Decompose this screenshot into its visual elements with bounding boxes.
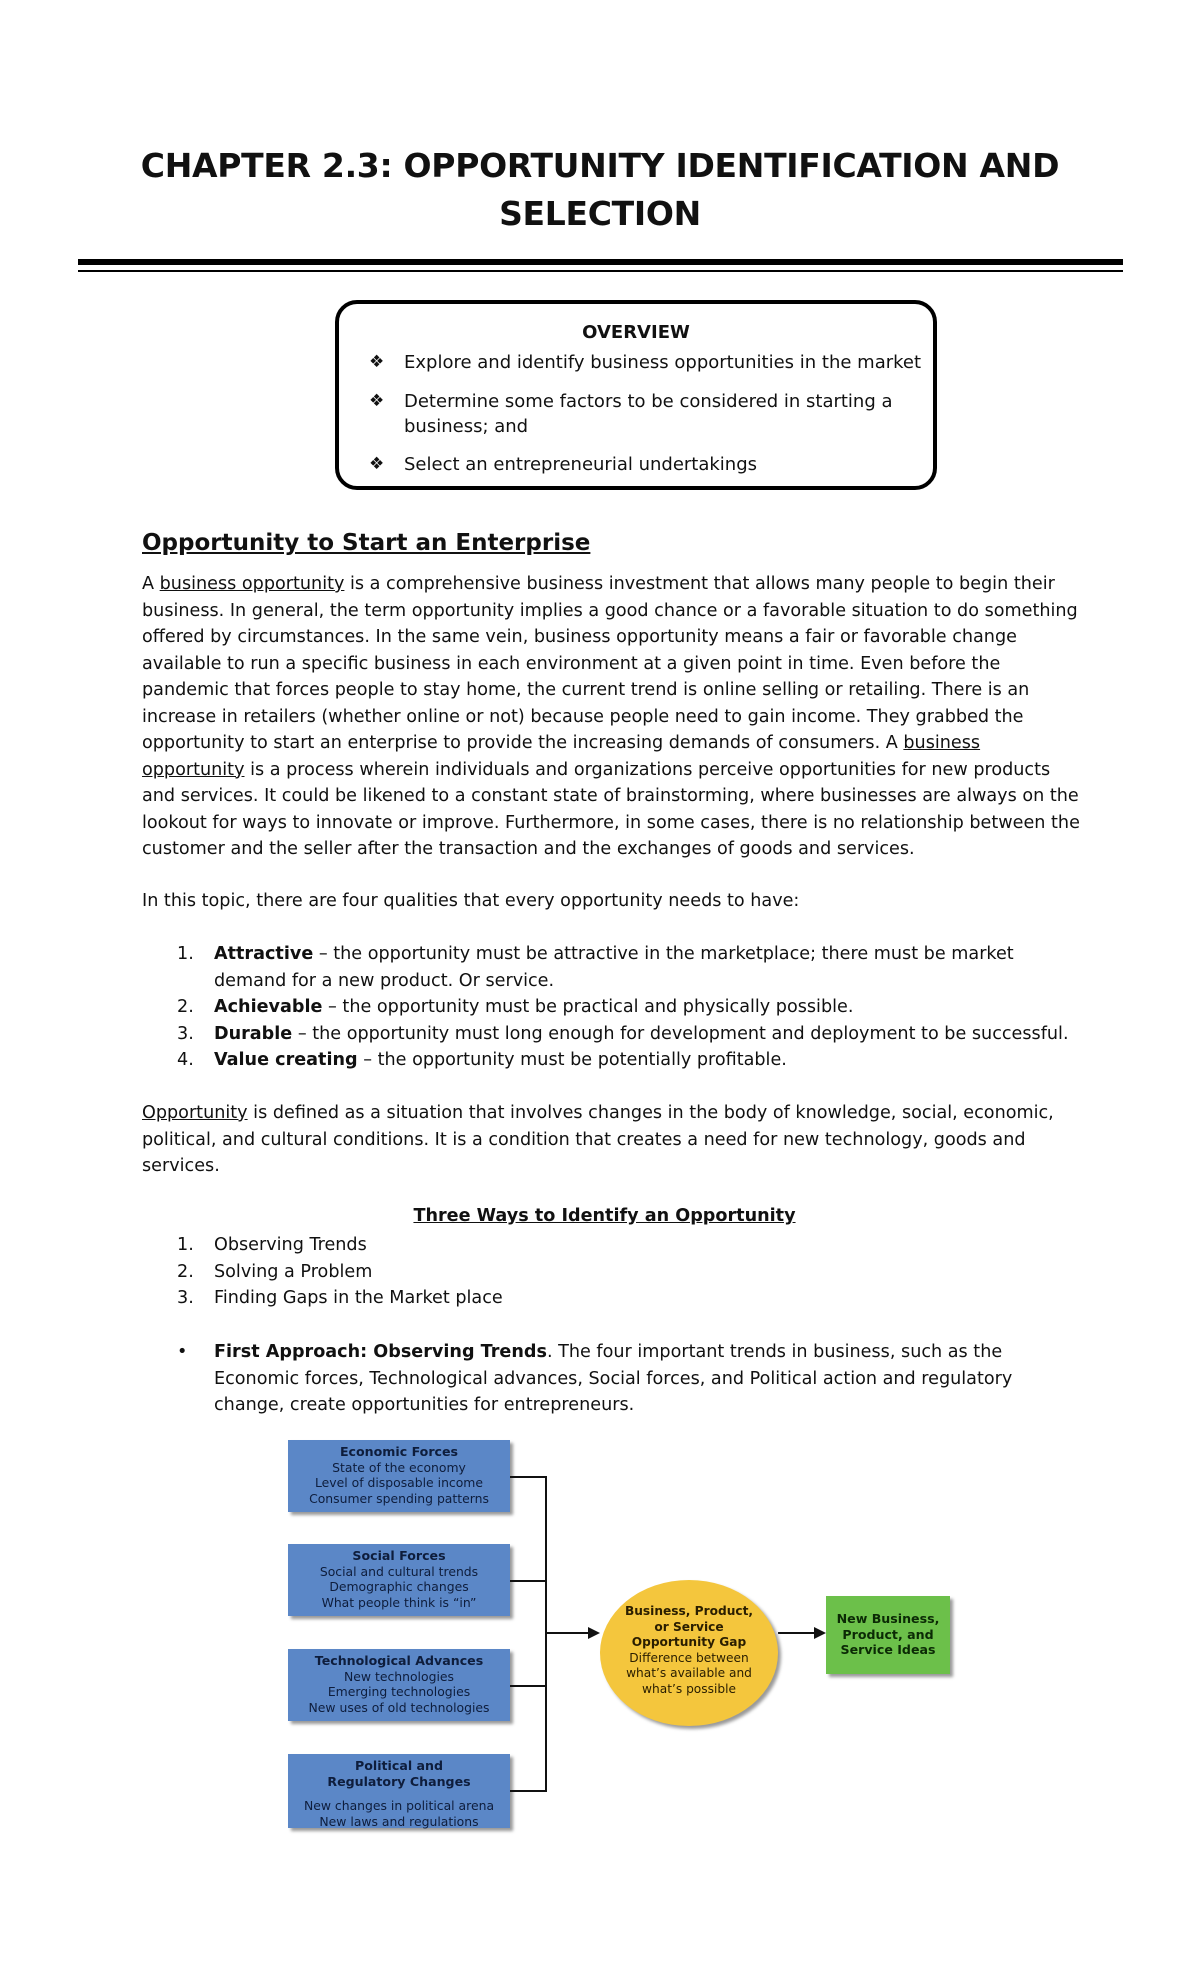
qualities-list	[142, 941, 1082, 1074]
force-line: What people think is “in”	[321, 1594, 477, 1610]
overview-heading: OVERVIEW	[582, 322, 690, 343]
result-text: New Business, Product, and Service Ideas	[836, 1611, 940, 1657]
trends-diagram	[288, 1440, 968, 1840]
ways-list	[142, 1232, 1082, 1312]
force-line: Consumer spending patterns	[309, 1490, 489, 1506]
diamond-bullet-icon: ❖	[369, 454, 385, 474]
list-number: 2.	[177, 1261, 194, 1282]
force-line: Demographic changes	[329, 1579, 469, 1594]
chapter-title	[120, 142, 1080, 238]
list-item	[142, 1259, 1082, 1286]
chapter-title-line-1: CHAPTER 2.3: OPPORTUNITY IDENTIFICATION AND	[140, 146, 1060, 185]
force-line: Level of disposable income	[314, 1475, 484, 1490]
underlined-term: Opportunity	[142, 1103, 248, 1123]
list-item	[142, 1232, 1082, 1259]
quality-desc: – the opportunity must be potentially profitable.	[357, 1050, 787, 1070]
list-item	[142, 1339, 1082, 1419]
list-number: 3.	[177, 1288, 194, 1308]
list-item	[142, 994, 1082, 1021]
list-item	[142, 1047, 1082, 1074]
arrowhead-icon	[814, 1627, 826, 1639]
quality-desc: – the opportunity must long enough for development and deployment to be successful.	[292, 1023, 1069, 1044]
way-text: Observing Trends	[214, 1235, 367, 1255]
overview-item-text: Determine some factors to be considered in starting a business; and	[404, 391, 893, 437]
text-run: is a process wherein individuals and organizations perceive opportunities for new products and services. It could be likened to a constant state of brainstorming, where businesses are always on the lookout for ways to innovate or improve. Furthermore, in some cases, there is no relationship between the customer and the seller after the transaction and the exchanges of goods and services.	[142, 759, 1080, 859]
list-item	[142, 941, 1082, 994]
diamond-bullet-icon: ❖	[369, 391, 385, 411]
approach-bullet-item	[142, 1339, 1082, 1419]
force-line: New changes in political arena	[303, 1798, 495, 1813]
paragraph-opportunity-definition	[142, 1100, 1082, 1180]
list-item	[142, 1285, 1082, 1312]
chapter-title-line-2: SELECTION	[499, 194, 701, 233]
list-number: 1.	[177, 1235, 194, 1255]
overview-item-text: Select an entrepreneurial undertakings	[404, 454, 758, 475]
list-number: 4.	[177, 1050, 194, 1070]
gap-title: Business, Product, or Service Opportunity Gap	[624, 1604, 754, 1649]
quality-term: Durable	[214, 1023, 293, 1044]
list-number: 1.	[177, 944, 194, 964]
force-line: New laws and regulations	[319, 1813, 479, 1829]
quality-term: Achievable	[214, 997, 323, 1017]
underlined-term: business opportunity	[159, 574, 345, 594]
text-run: is defined as a situation that involves changes in the body of knowledge, social, economic, political, and cultural conditions. It is a condition that creates a need for new technology, goods and services.	[142, 1103, 1054, 1176]
arrowhead-icon	[588, 1627, 600, 1639]
text-run: A	[142, 574, 160, 594]
force-line: Emerging technologies	[327, 1684, 471, 1699]
way-text: Solving a Problem	[214, 1261, 373, 1282]
quality-term: Attractive	[214, 944, 314, 964]
opportunity-gap-circle	[600, 1580, 778, 1726]
force-line: Social and cultural trends	[319, 1563, 479, 1579]
section-heading: Opportunity to Start an Enterprise	[142, 530, 591, 556]
underlined-term: business opportunity	[142, 733, 981, 780]
force-line: State of the economy	[332, 1459, 466, 1475]
quality-term: Value creating	[214, 1050, 358, 1070]
title-rule-thin	[78, 270, 1123, 272]
bullet-icon: •	[177, 1342, 188, 1362]
list-number: 2.	[177, 997, 194, 1017]
new-ideas-box	[826, 1596, 950, 1674]
quality-desc: – the opportunity must be practical and physically possible.	[322, 997, 854, 1017]
text-run: is a comprehensive business investment that allows many people to begin their business. In general, the term opportunity implies a good chance or a favorable situation to do something offered by circumstances. In the same vein, business opportunity means a fair or favorable change available to run a specific business in each environment at a given point in time. Even before the pandemic that forces people to stay home, the current trend is online selling or retailing. There is an increase in retailers (whether online or not) because people need to gain income. They grabbed the opportunity to start an enterprise to provide the increasing demands of consumers. A	[142, 574, 1078, 753]
overview-item-text: Explore and identify business opportunities in the market	[404, 352, 922, 373]
force-title: Economic Forces	[339, 1444, 459, 1459]
paragraph-four-qualities-intro: In this topic, there are four qualities that every opportunity needs to have:	[142, 891, 800, 911]
force-title: Technological Advances	[314, 1653, 484, 1668]
force-line: New technologies	[344, 1668, 454, 1684]
title-rule-thick	[78, 259, 1123, 265]
force-line: New uses of old technologies	[308, 1699, 490, 1715]
overview-box	[335, 300, 937, 490]
list-item	[142, 1021, 1082, 1048]
approach-term: First Approach: Observing Trends	[214, 1342, 547, 1362]
force-title: Social Forces	[352, 1548, 446, 1563]
quality-desc: – the opportunity must be attractive in the marketplace; there must be market demand for a new product. Or service.	[214, 944, 1014, 991]
diamond-bullet-icon: ❖	[369, 352, 385, 372]
list-number: 3.	[177, 1023, 194, 1044]
ways-heading: Three Ways to Identify an Opportunity	[413, 1206, 796, 1226]
gap-desc: Difference between what’s available and what’s possible	[626, 1650, 752, 1696]
approach-text: . The four important trends in business, such as the Economic forces, Technological advances, Social forces, and Political action and regulatory change, create opportunities for entrepreneurs.	[214, 1342, 1013, 1415]
way-text: Finding Gaps in the Market place	[214, 1288, 503, 1308]
force-title: Political and Regulatory Changes	[327, 1758, 471, 1789]
paragraph-business-opportunity	[142, 571, 1082, 863]
